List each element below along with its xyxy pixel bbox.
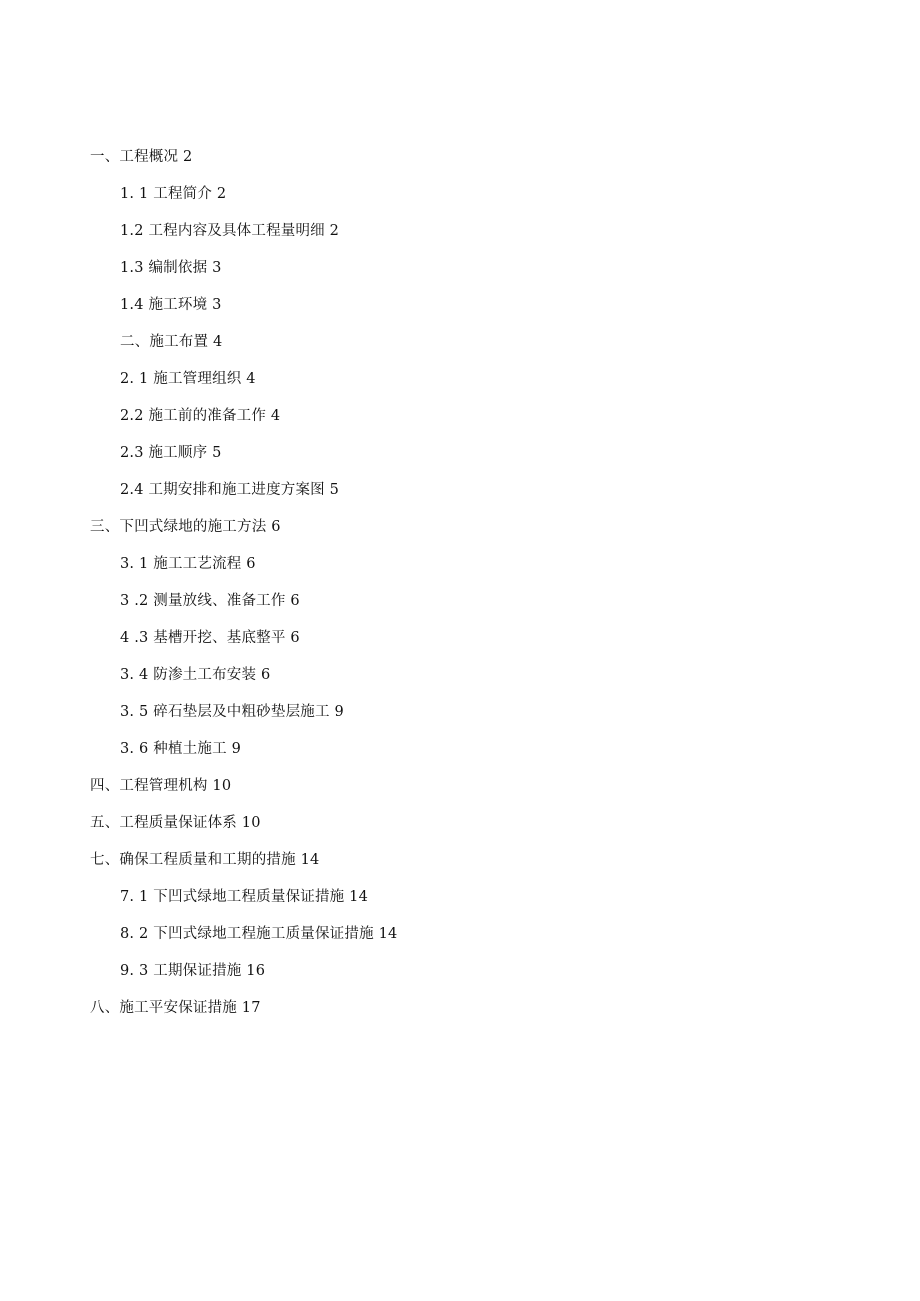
toc-entry[interactable]: 1.4 施工环境 3 xyxy=(120,297,222,313)
toc-entry[interactable]: 9. 3 工期保证措施 16 xyxy=(120,963,266,979)
toc-entry[interactable]: 1.3 编制依据 3 xyxy=(120,260,222,276)
toc-entry[interactable]: 三、下凹式绿地的施工方法 6 xyxy=(90,519,281,535)
toc-entry[interactable]: 五、工程质量保证体系 10 xyxy=(90,815,261,831)
toc-entry[interactable]: 2.2 施工前的准备工作 4 xyxy=(120,408,281,424)
toc-entry[interactable]: 四、工程管理机构 10 xyxy=(90,778,232,794)
toc-entry[interactable]: 3. 5 碎石垫层及中粗砂垫层施工 9 xyxy=(120,704,344,720)
toc-entry[interactable]: 七、确保工程质量和工期的措施 14 xyxy=(90,852,320,868)
toc-entry[interactable]: 1. 1 工程简介 2 xyxy=(120,186,227,202)
toc-entry[interactable]: 8. 2 下凹式绿地工程施工质量保证措施 14 xyxy=(120,926,398,942)
toc-entry[interactable]: 八、施工平安保证措施 17 xyxy=(90,1000,261,1016)
toc-entry[interactable]: 4 .3 基槽开挖、基底整平 6 xyxy=(120,630,300,646)
toc-entry[interactable]: 2. 1 施工管理组织 4 xyxy=(120,371,256,387)
toc-entry[interactable]: 3. 1 施工工艺流程 6 xyxy=(120,556,256,572)
toc-entry[interactable]: 3. 4 防渗土工布安装 6 xyxy=(120,667,271,683)
toc-entry[interactable]: 3. 6 种植土施工 9 xyxy=(120,741,242,757)
toc-entry[interactable]: 3 .2 测量放线、准备工作 6 xyxy=(120,593,300,609)
toc-entry[interactable]: 二、施工布置 4 xyxy=(120,334,223,350)
toc-entry[interactable]: 7. 1 下凹式绿地工程质量保证措施 14 xyxy=(120,889,369,905)
toc-entry[interactable]: 一、工程概况 2 xyxy=(90,149,193,165)
toc-entry[interactable]: 2.4 工期安排和施工进度方案图 5 xyxy=(120,482,340,498)
toc-entry[interactable]: 2.3 施工顺序 5 xyxy=(120,445,222,461)
toc-entry[interactable]: 1.2 工程内容及具体工程量明细 2 xyxy=(120,223,340,239)
